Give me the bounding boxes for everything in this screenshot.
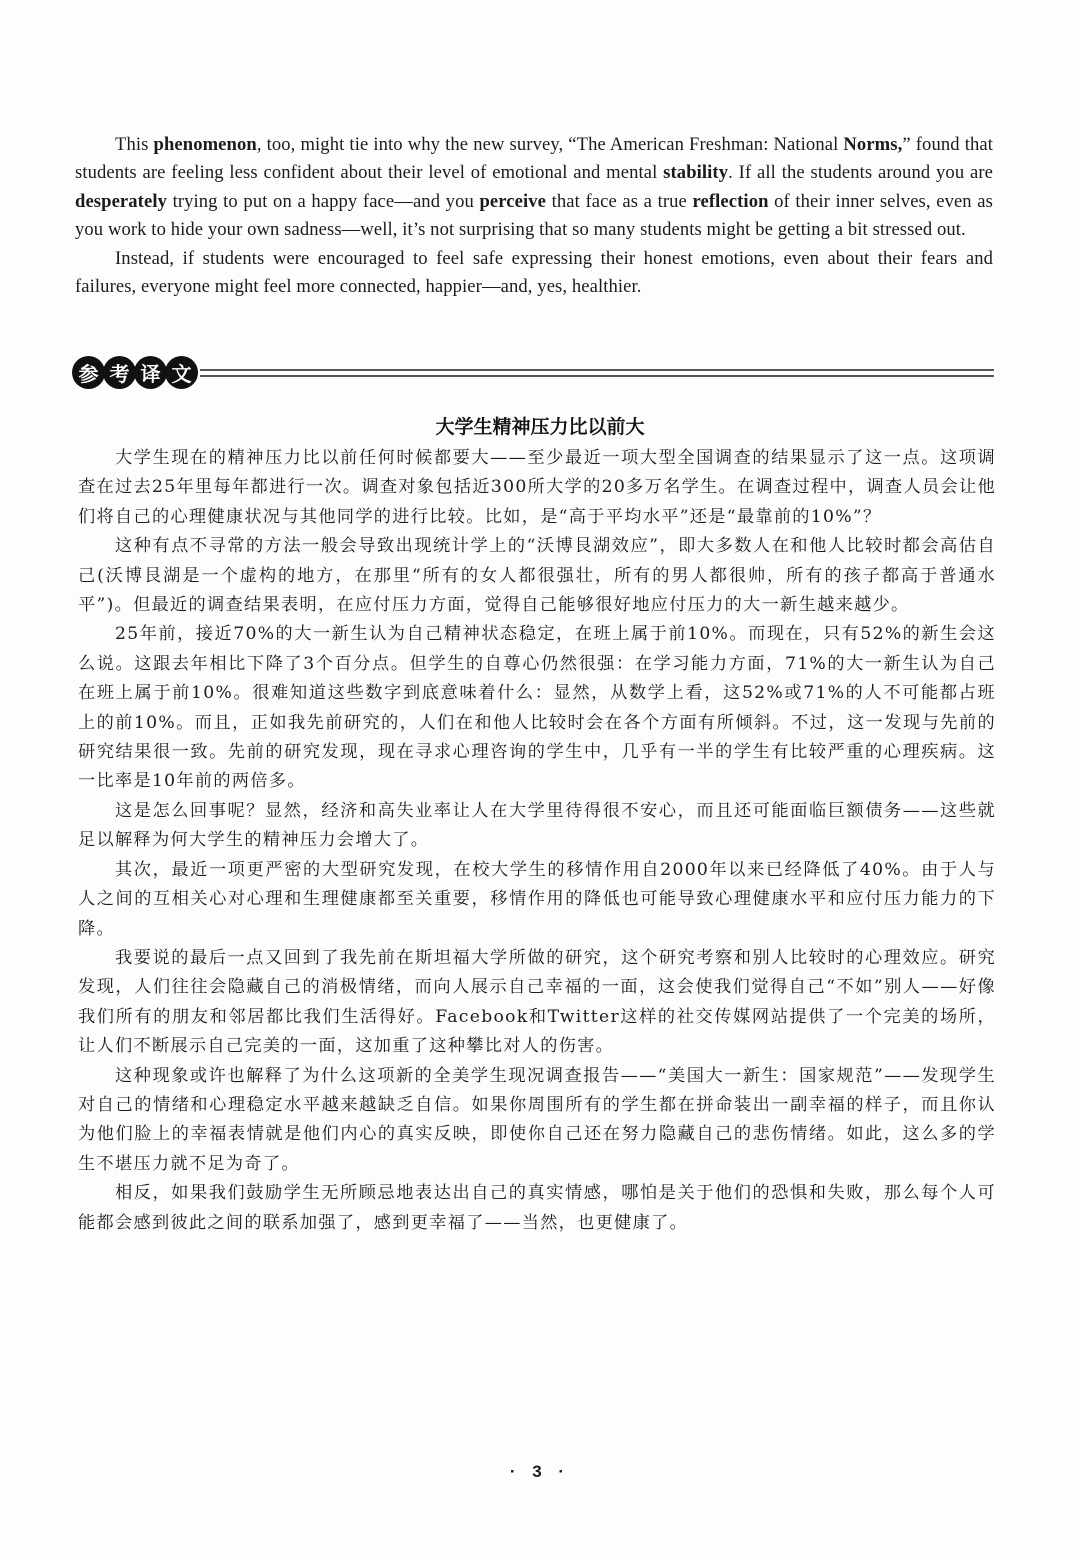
- bold-keyword: desperately: [75, 190, 167, 212]
- english-paragraph: [75, 245, 993, 302]
- chinese-paragraph: 这是怎么回事呢？显然，经济和高失业率让人在大学里待得很不安心，而且还可能面临巨额债务——这些就足以解释为何大学生的精神压力会增大了。: [78, 800, 996, 851]
- bold-keyword: phenomenon: [153, 134, 257, 155]
- chinese-paragraph: 其次，最近一项更严密的大型研究发现，在校大学生的移情作用自2000年以来已经降低了40%。由于人与人之间的互相关心对心理和生理健康都至关重要，移情作用的降低也可能导致心理健康水平和应付压力能力的下降。: [78, 859, 996, 939]
- text-run: Instead, if students were encouraged to feel safe expressing their honest emotions, even about their fears and failures, everyone might feel more connected, happier—and, yes, healthier.: [75, 247, 993, 298]
- text-run: trying to put on a happy face—and you: [166, 190, 480, 212]
- bold-keyword: reflection: [692, 190, 769, 212]
- bold-keyword: stability: [663, 162, 729, 184]
- header-badge: 考: [103, 356, 136, 389]
- header-rule: [200, 375, 994, 377]
- text-run: This: [115, 134, 154, 155]
- bold-keyword: perceive: [479, 190, 546, 212]
- header-badge: 译: [134, 356, 167, 389]
- chinese-paragraph: 大学生现在的精神压力比以前任何时候都要大——至少最近一项大型全国调查的结果显示了这一点。这项调查在过去25年里每年都进行一次。调查对象包括近300所大学的20多万名学生。在调查过程中，调查人员会让他们将自己的心理健康状况与其他同学的进行比较。比如，是“高于平均水平”还是“最靠前的10%”？: [78, 448, 996, 527]
- reference-translation-header: [72, 356, 994, 390]
- english-paragraph: [75, 131, 993, 245]
- text-run: that face as a true: [546, 190, 693, 212]
- text-run: , too, might tie into why the new survey, “The American Freshman: National: [256, 134, 844, 155]
- chinese-paragraph: 相反，如果我们鼓励学生无所顾忌地表达出自己的真实情感，哪怕是关于他们的恐惧和失败，那么每个人可能都会感到彼此之间的联系加强了，感到更幸福了——当然，也更健康了。: [78, 1183, 996, 1233]
- header-rule: [200, 369, 994, 371]
- chinese-paragraph: 我要说的最后一点又回到了我先前在斯坦福大学所做的研究，这个研究考察和别人比较时的心理效应。研究发现，人们往往会隐藏自己的消极情绪，而向人展示自己幸福的一面，这会使我们觉得自己“不如”别人——好像我们所有的朋友和邻居都比我们生活得好。Facebook和Twitter这样的社交传媒网站提供了一个完美的场所，让人们不断展示自己完美的一面，这加重了这种攀比对人的伤害。: [78, 947, 996, 1057]
- page-number: · 3 ·: [509, 1462, 571, 1481]
- header-badges: [72, 356, 196, 389]
- chinese-paragraph: 25年前，接近70%的大一新生认为自己精神状态稳定，在班上属于前10%。而现在，只有52%的新生会这么说。这跟去年相比下降了3个百分点。但学生的自尊心仍然很强：在学习能力方面，71%的大一新生认为自己在班上属于前10%。很难知道这些数字到底意味着什么：显然，从数学上看，这52%或71%的人不可能都占班上的前10%。而且，正如我先前研究的，人们在和他人比较时会在各个方面有所倾斜。不过，这一发现与先前的研究结果很一致。先前的研究发现，现在寻求心理咨询的学生中，几乎有一半的学生有比较严重的心理疾病。这一比率是10年前的两倍多。: [78, 624, 996, 792]
- chinese-paragraph: 这种现象或许也解释了为什么这项新的全美学生现况调查报告——“美国大一新生：国家规范”——发现学生对自己的情绪和心理稳定水平越来越缺乏自信。如果你周围所有的学生都在拼命装出一副幸福的样子，而且你认为他们脸上的幸福表情就是他们内心的真实反映，即使你自己还在努力隐藏自己的悲伤情绪。如此，这么多的学生不堪压力就不足为奇了。: [78, 1065, 996, 1174]
- text-run: of their inner selves, even as you work to hide your own sadness—well, it’s not surprising that so many students might be getting a bit stressed out.: [75, 190, 993, 241]
- header-badge: 文: [165, 356, 198, 389]
- chinese-paragraph: 这种有点不寻常的方法一般会导致出现统计学上的“沃博艮湖效应”，即大多数人在和他人比较时都会高估自己(沃博艮湖是一个虚构的地方，在那里“所有的女人都很强壮，所有的男人都很帅，所有的孩子都高于普通水平”)。但最近的调查结果表明，在应付压力方面，觉得自己能够很好地应付压力的大一新生越来越少。: [78, 536, 996, 616]
- text-run: . If all the students around you are: [728, 162, 993, 184]
- translation-title: 大学生精神压力比以前大: [435, 416, 645, 438]
- english-passage: [75, 131, 993, 301]
- bold-keyword: Norms,: [843, 134, 903, 155]
- header-badge: 参: [72, 356, 105, 389]
- text-run: ” found that students are feeling less confident about their level of emotional and mental: [75, 134, 993, 184]
- chinese-translation: [78, 444, 996, 1238]
